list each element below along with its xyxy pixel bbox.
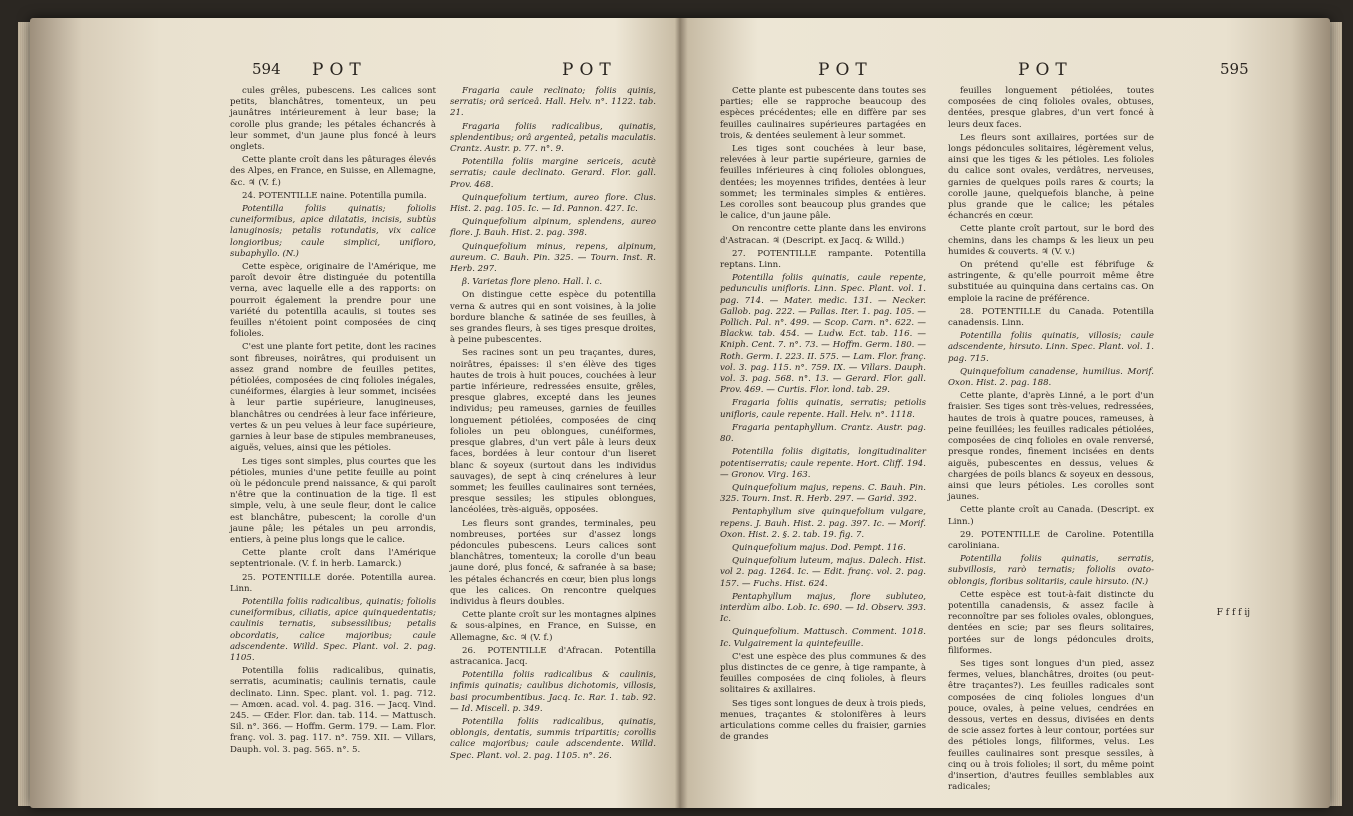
right-running-head	[680, 58, 1330, 88]
right-column-2	[948, 86, 1154, 793]
paragraph: Les tiges sont simples, plus courtes que les pétioles, munies d'une petite feuille au point où le pédoncule prend naissance, & qui paroît n'être que la continuation de la tige. Il est simple, velu, à une seule fleur, dont le calice est blanchâtre, pubescent; la corolle d'un jaune pâle; les pétales un peu arrondis, entiers, à peine plus longs que le calice.	[230, 456, 436, 545]
paragraph: Ses tiges sont longues d'un pied, assez fermes, velues, blanchâtres, droites (ou peut-être traçantes?). Les feuilles radicales sont composées de cinq folioles longues d'un pouce, ovales, à peine velues, cendrées en dessous, vertes en dessus, divisées en dents de scie assez fortes à leur contour, portées sur des pétioles longs, filiformes, velus. Les feuilles caulinaires sont presque sessiles, à cinq ou à trois folioles; il sort, du même point d'insertion, d'autres feuilles semblables aux radicales;	[948, 658, 1154, 793]
paragraph: Cette plante est pubescente dans toutes ses parties; elle se rapproche beaucoup des espèces précédentes; elle en diffère par ses feuilles caulinaires supérieures partagées en trois, & dentées seulement à leur sommet.	[720, 86, 926, 141]
paragraph: Quinquefolium minus, repens, alpinum, aureum. C. Bauh. Pin. 325. — Tourn. Inst. R. Herb. 297.	[450, 241, 656, 275]
paragraph: Quinquefolium canadense, humilius. Morif. Oxon. Hist. 2. pag. 188.	[948, 366, 1154, 389]
paragraph: Fragaria foliis quinatis, serratis; petiolis unifloris, caule repente. Hall. Helv. n°. 1118.	[720, 398, 926, 420]
right-header-word-1: POT	[818, 60, 873, 80]
paragraph: Potentilla foliis radicalibus, quinatis, serratis, acuminatis; caulinis ternatis, caule declinato. Linn. Spec. plant. vol. 1. pag. 712. — Amœn. acad. vol. 4. pag. 316. — Jacq. Vind. 245. — Œder. Flor. dan. tab. 114. — Mattusch. Sil. n°. 366. — Hoffm. Germ. 179. — Lam. Flor. franç. vol. 3. pag. 117. n°. 759. XII. — Villars, Dauph. vol. 3. pag. 565. n°. 5.	[230, 666, 436, 755]
paragraph: Potentilla foliis digitatis, longitudinaliter potentiserratis; caule repente. Hort. Cliff. 194. — Gronov. Virg. 163.	[720, 447, 926, 480]
paragraph: Potentilla foliis margine sericeis, acutè serratis; caule declinato. Gerard. Flor. gall. Prov. 468.	[450, 157, 656, 190]
paragraph: 26. POTENTILLE d'Afracan. Potentilla astracanica. Jacq.	[450, 645, 656, 667]
paragraph: Cette plante croît dans les pâturages élevés des Alpes, en France, en Suisse, en Allemagne, &c. ♃ (V. f.)	[230, 155, 436, 188]
paragraph: Quinquefolium majus. Dod. Pempt. 116.	[732, 542, 906, 553]
paragraph: Cette plante croît partout, sur le bord des chemins, dans les champs & les lieux un peu humides & couverts. ♃ (V. v.)	[948, 224, 1154, 257]
paragraph: Les fleurs sont axillaires, portées sur de longs pédoncules solitaires, légèrement velus, ainsi que les tiges & les pétioles. Les folioles du calice sont ovales, verdâtres, nerveuses, garnies de quelques poils rares & courts; la corolle jaune, quelquefois blanche, à peine plus grande que le calice; les pétales échancrés en cœur.	[948, 132, 1154, 222]
paragraph: Potentilla foliis quinatis, serratis, subvillosis, rarò ternatis; foliolis ovato-oblongis, floribus solitariis, caule hirsuto. (N.)	[948, 554, 1154, 587]
paragraph: Quinquefolium. Mattusch. Comment. 1018. Ic. Vulgairement la quintefeuille.	[720, 627, 926, 649]
paragraph: 28. POTENTILLE du Canada. Potentilla canadensis. Linn.	[948, 306, 1154, 329]
paragraph: On distingue cette espèce du potentilla verna & autres qui en sont voisines, à la jolie bordure blanche & satinée de ses feuilles, à ses grandes fleurs, à ses tiges presque droites, à peine pubescentes.	[450, 290, 656, 346]
paragraph: Ses racines sont un peu traçantes, dures, noirâtres, épaisses: il s'en élève des tiges hautes de trois à huit pouces, couchées à leur partie inférieure, redressées ensuite, grêles, presque glabres, excepté dans les jeunes individus; peu rameuses, garnies de feuilles longuement pétiolées, composées de cinq folioles un peu oblongues, cunéiformes, presque glabres, d'un vert pâle à leurs deux faces, bordées à leur contour d'un liseret blanc & soyeux (surtout dans les individus sauvages), de sept à cinq crénelures à leur sommet; les feuilles caulinaires sont ternées, presque sessiles; les stipules oblongues, lancéolées, très-aiguës, opposées.	[450, 348, 656, 516]
paragraph: Potentilla foliis radicalibus, quinatis; foliolis cuneiformibus, ciliatis, apice quinquedentatis; caulinis ternatis, subsessilibus; petalis obcordatis, calice majoribus; caule adscendente. Willd. Spec. Plant. vol. 2. pag. 1105.	[230, 596, 436, 663]
paragraph: On prétend qu'elle est fébrifuge & astringente, & qu'elle pourroit même être substituée au quinquina dans certains cas. On emploie la racine de préférence.	[948, 260, 1154, 304]
right-page-edges	[1328, 22, 1342, 806]
paragraph: Potentilla foliis radicalibus & caulinis, infimis quinatis; caulibus dichotomis, villosis, basi procumbentibus. Jacq. Ic. Rar. 1. tab. 92. — Id. Miscell. p. 349.	[450, 670, 656, 714]
signature-mark: F f f f ij	[1216, 608, 1250, 618]
paragraph: β. Varietas flore pleno. Hall. l. c.	[462, 277, 603, 288]
left-page	[30, 18, 680, 808]
paragraph: feuilles longuement pétiolées, toutes composées de cinq folioles ovales, obtuses, dentées, presque glabres, d'un vert foncé à leurs deux faces.	[948, 86, 1154, 130]
paragraph: Quinquefolium alpinum, splendens, aureo flore. J. Bauh. Hist. 2. pag. 398.	[450, 217, 656, 239]
paragraph: cules grêles, pubescens. Les calices sont petits, blanchâtres, tomenteux, un peu jaunâtres intérieurement à leur base; la corolle plus grande; les pétales échancrés à leur sommet, d'un jaune plus foncé à leurs onglets.	[230, 86, 436, 153]
paragraph: Les fleurs sont grandes, terminales, peu nombreuses, portées sur d'assez longs pédoncules pubescens. Leurs calices sont blanchâtres, tomenteux; la corolle d'un beau jaune doré, plus foncé, & safranée à sa base; les pétales échancrés en cœur, bien plus longs que les calices. On rencontre quelques individus à fleurs doubles.	[450, 518, 656, 607]
paragraph: Potentilla foliis quinatis, caule repente, pedunculis unifloris. Linn. Spec. Plant. vol. 1. pag. 714. — Mater. medic. 131. — Necker. Gallob. pag. 222. — Pallas. Iter. 1. pag. 105. — Pollich. Pal. n°. 499. — Scop. Carn. n°. 622. — Blackw. tab. 454. — Ludw. Ect. tab. 116. — Kniph. Cent. 7. n°. 73. — Hoffm. Germ. 180. — Roth. Germ. I. 223. II. 575. — Lam. Flor. franç. vol. 3. pag. 115. n°. 759. IX. — Villars. Dauph. vol. 3. pag. 568. n°. 13. — Gerard. Flor. gall. Prov. 469. — Curtis. Flor. lond. tab. 29.	[720, 273, 926, 396]
paragraph: Pentaphyllum majus, flore subluteo, interdùm albo. Lob. Ic. 690. — Id. Observ. 393. Ic.	[720, 591, 926, 625]
paragraph: Cette plante, d'après Linné, a le port d'un fraisier. Ses tiges sont très-velues, redressées, hautes de trois à quatre pouces, rameuses, à peine feuillées; les feuilles radicales pétiolées, composées de cinq folioles en ovale renversé, presque rondes, finement incisées en dents aiguës, pubescentes en dessus, velues & chargées de poils blancs & soyeux en dessous, ainsi que leurs pétioles. Les corolles sont jaunes.	[948, 391, 1154, 503]
paragraph: Cette espèce est tout-à-fait distincte du potentilla canadensis, & assez facile à reconnoître par ses folioles ovales, oblongues, dentées en scie; par ses fleurs solitaires, portées sur de longs pédoncules droits, filiformes.	[948, 589, 1154, 656]
paragraph: Potentilla foliis radicalibus, quinatis, oblongis, dentatis, summis tripartitis; corollis calice majoribus; caule adscendente. Willd. Spec. Plant. vol. 2. pag. 1105. n°. 26.	[450, 716, 656, 761]
paragraph: Cette plante croît sur les montagnes alpines & sous-alpines, en France, en Suisse, en Allemagne, &c. ♃ (V. f.)	[450, 610, 656, 643]
paragraph: Fragaria caule reclinato; foliis quinis, serratis; orâ sericeâ. Hall. Helv. n°. 1122. tab. 21.	[450, 86, 656, 119]
paragraph: Quinquefolium majus, repens. C. Bauh. Pin. 325. Tourn. Inst. R. Herb. 297. — Garid. 392.	[720, 482, 926, 505]
paragraph: Cette espèce, originaire de l'Amérique, me paroît devoir être distinguée du potentilla verna, avec laquelle elle a des rapports: on pourroit également la prendre pour une variété du potentilla acaulis, si toutes ses feuilles n'étoient point composées de cinq folioles.	[230, 262, 436, 340]
right-header-word-2: POT	[1018, 60, 1073, 80]
paragraph: 25. POTENTILLE dorée. Potentilla aurea. Linn.	[230, 572, 436, 594]
paragraph: 24. POTENTILLE naine. Potentilla pumila.	[242, 190, 427, 201]
left-column-1	[230, 86, 436, 776]
paragraph: Pentaphyllum sive quinquefolium vulgare, repens. J. Bauh. Hist. 2. pag. 397. Ic. — Morif. Oxon. Hist. 2. §. 2. tab. 19. fig. 7.	[720, 507, 926, 540]
paragraph: C'est une espèce des plus communes & des plus distinctes de ce genre, à tige rampante, à feuilles composées de cinq folioles, à fleurs solitaires & axillaires.	[720, 651, 926, 696]
right-column-1	[720, 86, 926, 776]
paragraph: Potentilla foliis quinatis; foliolis cuneiformibus, apice dilatatis, incisis, subtùs lanuginosis; petalis rotundatis, vix calice longioribus; caule simplici, unifloro, subaphyllo. (N.)	[230, 204, 436, 259]
paragraph: Ses tiges sont longues de deux à trois pieds, menues, traçantes & stolonifères à leurs articulations comme celles du fraisier, garnies de grandes	[720, 698, 926, 743]
right-page	[680, 18, 1330, 808]
paragraph: On rencontre cette plante dans les environs d'Astracan. ♃ (Descript. ex Jacq. & Willd.)	[720, 224, 926, 246]
paragraph: Quinquefolium tertium, aureo flore. Clus. Hist. 2. pag. 105. Ic. — Id. Pannon. 427. Ic.	[450, 192, 656, 215]
paragraph: Cette plante croît dans l'Amérique septentrionale. (V. f. in herb. Lamarck.)	[230, 548, 436, 570]
right-page-number: 595	[1220, 60, 1249, 78]
paragraph: Quinquefolium luteum, majus. Dalech. Hist. vol 2. pag. 1264. Ic. — Edit. franç. vol. 2. pag. 157. — Fuchs. Hist. 624.	[720, 556, 926, 589]
left-page-number: 594	[252, 60, 281, 78]
paragraph: C'est une plante fort petite, dont les racines sont fibreuses, noirâtres, qui produisent un assez grand nombre de feuilles petites, pétiolées, composées de cinq folioles inégales, cunéiformes, élargies à leur sommet, incisées à leur partie supérieure, lanugineuses, blanchâtres ou cendrées à leur face inférieure, vertes & un peu velues à leur face supérieure, garnies à leur base de stipules membraneuses, aiguës, velues, ainsi que les pétioles.	[230, 342, 436, 454]
paragraph: Potentilla foliis quinatis, villosis; caule adscendente, hirsuto. Linn. Spec. Plant. vol. 1. pag. 715.	[948, 331, 1154, 364]
left-header-word-1: POT	[312, 60, 367, 80]
paragraph: 27. POTENTILLE rampante. Potentilla reptans. Linn.	[720, 248, 926, 271]
left-running-head	[30, 58, 680, 88]
paragraph: Cette plante croît au Canada. (Descript. ex Linn.)	[948, 505, 1154, 527]
left-column-2	[450, 86, 656, 776]
paragraph: Fragaria pentaphyllum. Crantz. Austr. pag. 80.	[720, 422, 926, 445]
paragraph: Fragaria foliis radicalibus, quinatis, splendentibus; orâ argenteâ, petalis maculatis. Crantz. Austr. p. 77. n°. 9.	[450, 121, 656, 155]
paragraph: Les tiges sont couchées à leur base, relevées à leur partie supérieure, garnies de feuilles inférieures à cinq folioles oblongues, dentées; les moyennes trifides, dentées à leur sommet; les terminales simples & entières. Les corolles sont beaucoup plus grandes que le calice, d'un jaune pâle.	[720, 144, 926, 222]
paragraph: 29. POTENTILLE de Caroline. Potentilla caroliniana.	[948, 529, 1154, 551]
left-header-word-2: POT	[562, 60, 617, 80]
